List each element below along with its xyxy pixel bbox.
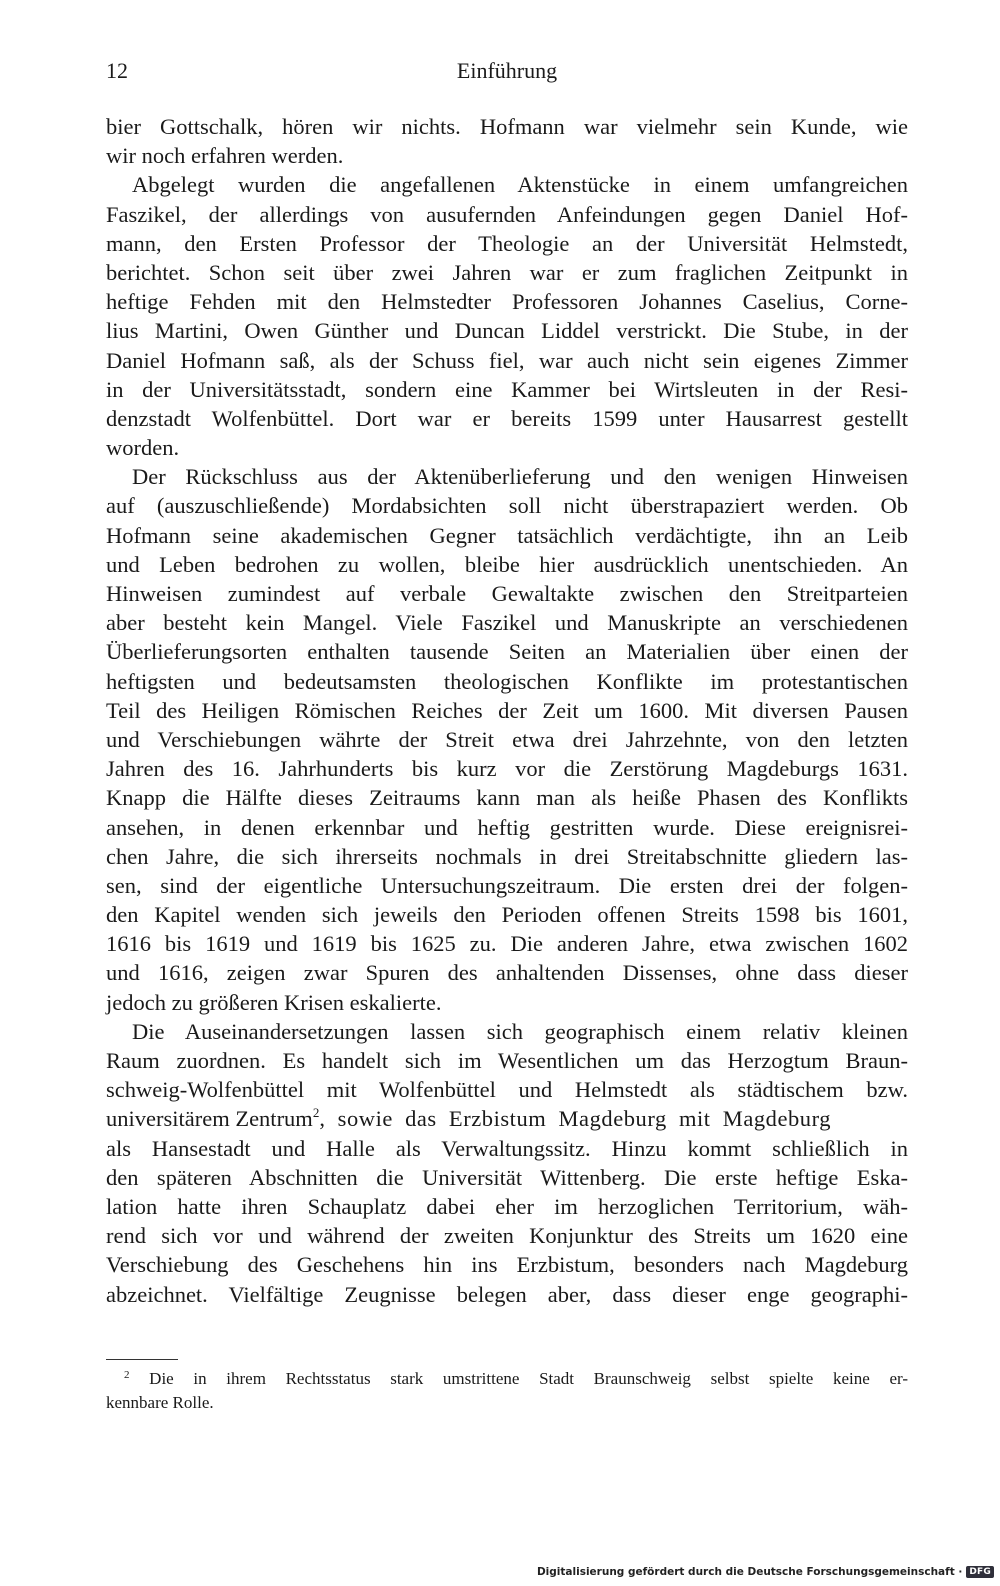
text-line: und Leben bedrohen zu wollen, bleibe hier ausdrücklich unentschieden. An [106, 551, 908, 577]
digitization-credit [537, 1566, 994, 1578]
page-header [106, 52, 908, 88]
text-line: Knapp die Hälfte dieses Zeitraums kann man als heiße Phasen des Konflikts [106, 785, 908, 811]
text-line: den späteren Abschnitten die Universität Wittenberg. Die erste heftige Eska- [106, 1164, 908, 1190]
text-line: aber besteht kein Mangel. Viele Faszikel und Manuskripte an verschiedenen [106, 610, 908, 636]
footnote-reference[interactable]: 2 [312, 1105, 320, 1121]
text-line: lius Martini, Owen Günther und Duncan Liddel verstrickt. Die Stube, in der [106, 318, 908, 344]
text-line: worden. [106, 435, 180, 461]
footnote-text: Die in ihrem Rechtsstatus stark umstrittene Stadt Braunschweig selbst spielte keine er- [149, 1369, 908, 1388]
text-line: lation hatte ihren Schauplatz dabei eher im herzoglichen Territorium, wäh- [106, 1193, 908, 1219]
text-line: Der Rückschluss aus der Aktenüberlieferung und den wenigen Hinweisen [132, 464, 908, 490]
text-line: Hinweisen zumindest auf verbale Gewaltakte zwischen den Streitparteien [106, 581, 908, 606]
text-line: rend sich vor und während der zweiten Konjunktur des Streits um 1620 eine [106, 1223, 908, 1249]
text-line: bier Gottschalk, hören wir nichts. Hofmann war vielmehr sein Kunde, wie [106, 114, 908, 139]
text-line: heftigsten und bedeutsamsten theologischen Konflikte im protestantischen [106, 668, 908, 694]
dfg-logo: DFG [966, 1566, 994, 1578]
text-line: berichtet. Schon seit über zwei Jahren war er zum fraglichen Zeitpunkt in [106, 259, 908, 285]
text-line: sen, sind der eigentliche Untersuchungszeitraum. Die ersten drei der folgen- [106, 872, 908, 898]
text-line: und Verschiebungen währte der Streit etwa drei Jahrzehnte, von den letzten [106, 726, 908, 752]
text-line-with-footnote [106, 1104, 908, 1133]
footnote-rule [106, 1359, 178, 1360]
text-line: jedoch zu größeren Krisen eskalierte. [106, 989, 442, 1015]
text-line: Hofmann seine akademischen Gegner tatsächlich verdächtigte, ihn an Leib [106, 522, 908, 548]
page-number: 12 [106, 58, 128, 83]
text-line: den Kapitel wenden sich jeweils den Perioden offenen Streits 1598 bis 1601, [106, 902, 908, 928]
text-line: 1616 bis 1619 und 1619 bis 1625 zu. Die anderen Jahre, etwa zwischen 1602 [106, 931, 908, 957]
text-line: ansehen, in denen erkennbar und heftig gestritten wurde. Diese ereignisrei- [106, 814, 908, 840]
text-line: denzstadt Wolfenbüttel. Dort war er bereits 1599 unter Hausarrest gestellt [106, 405, 908, 431]
text-line: chen Jahre, die sich ihrerseits nochmals in drei Streitabschnitte gliedern las- [106, 843, 908, 869]
text-line: und 1616, zeigen zwar Spuren des anhaltenden Dissenses, ohne dass dieser [106, 960, 908, 986]
text-line: heftige Fehden mit den Helmstedter Professoren Johannes Caselius, Corne- [106, 289, 908, 315]
text-line: Jahren des 16. Jahrhunderts bis kurz vor die Zerstörung Magdeburgs 1631. [106, 756, 908, 782]
text-line: schweig-Wolfenbüttel mit Wolfenbüttel und Helmstedt als städtischem bzw. [106, 1077, 908, 1103]
text-fragment: universitärem Zentrum [106, 1106, 313, 1132]
credit-text: Digitalisierung gefördert durch die Deutsche Forschungsgemeinschaft · [536, 1566, 963, 1578]
text-line: Abgelegt wurden die angefallenen Aktenstücke in einem umfangreichen [132, 172, 908, 198]
body-text [106, 112, 908, 1309]
text-line: wir noch erfahren werden. [106, 143, 344, 169]
text-line: Raum zuordnen. Es handelt sich im Wesentlichen um das Herzogtum Braun- [106, 1048, 908, 1073]
text-line: als Hansestadt und Halle als Verwaltungssitz. Hinzu kommt schließlich in [106, 1135, 908, 1161]
text-line: Teil des Heiligen Römischen Reiches der Zeit um 1600. Mit diversen Pausen [106, 697, 908, 723]
text-line: Überlieferungsorten enthalten tausende Seiten an Materialien über einen der [106, 639, 908, 665]
text-line: Faszikel, der allerdings von ausufernden Anfeindungen gegen Daniel Hof- [106, 201, 908, 227]
text-line: Daniel Hofmann saß, als der Schuss fiel, war auch nicht sein eigenes Zimmer [106, 347, 908, 373]
text-line: in der Universitätsstadt, sondern eine Kammer bei Wirtsleuten in der Resi- [106, 376, 908, 402]
footnote-line: kennbare Rolle. [106, 1393, 214, 1412]
footnotes [106, 1367, 908, 1415]
text-line: abzeichnet. Vielfältige Zeugnisse belegen aber, dass dieser enge geographi- [106, 1281, 908, 1307]
running-title: Einführung [456, 58, 558, 83]
text-line: auf (auszuschließende) Mordabsichten soll nicht überstrapaziert werden. Ob [106, 493, 908, 519]
text-fragment: , sowie das Erzbistum Magdeburg mit Magdeburg [319, 1106, 832, 1132]
text-line: mann, den Ersten Professor der Theologie an der Universität Helmstedt, [106, 230, 908, 256]
footnote-line [106, 1367, 908, 1391]
text-line: Verschiebung des Geschehens hin ins Erzbistum, besonders nach Magdeburg [106, 1252, 908, 1278]
text-line: Die Auseinandersetzungen lassen sich geographisch einem relativ kleinen [132, 1018, 908, 1044]
footnote-mark: 2 [124, 1369, 130, 1381]
